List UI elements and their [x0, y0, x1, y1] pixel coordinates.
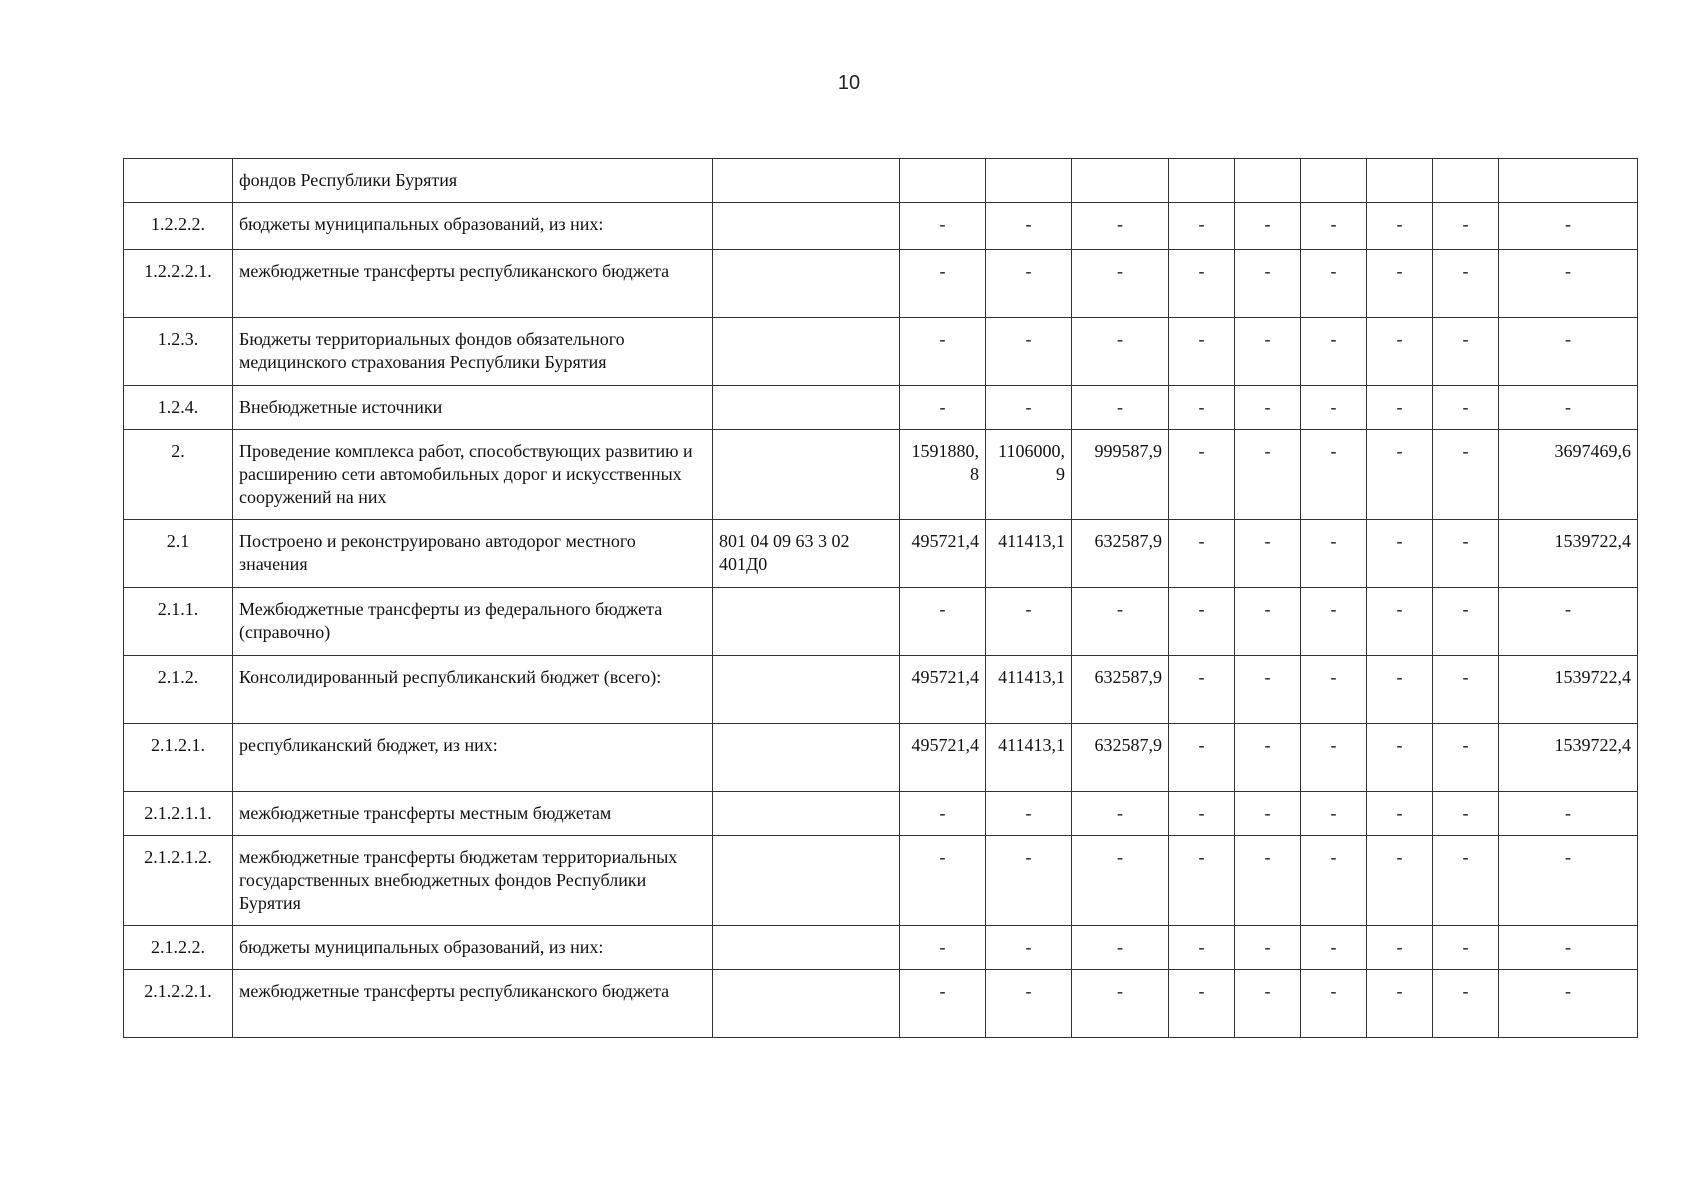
value-cell: -: [1301, 430, 1367, 520]
budget-code: [713, 250, 900, 318]
value-cell: 632587,9: [1072, 520, 1169, 588]
table-body: [124, 159, 1638, 1038]
total-cell: 1539722,4: [1499, 724, 1638, 792]
value-cell: -: [986, 970, 1072, 1038]
value-cell: -: [1169, 250, 1235, 318]
value-cell: -: [1235, 203, 1301, 250]
value-cell: -: [1235, 926, 1301, 970]
table-row: [124, 386, 1638, 430]
value-cell: -: [1301, 926, 1367, 970]
row-number: 2.1.2.: [124, 656, 233, 724]
table-row: [124, 159, 1638, 203]
value-cell: -: [1072, 836, 1169, 926]
value-cell: -: [1301, 520, 1367, 588]
table-row: [124, 724, 1638, 792]
total-cell: -: [1499, 588, 1638, 656]
row-number: 1.2.4.: [124, 386, 233, 430]
value-cell: -: [1433, 520, 1499, 588]
total-cell: -: [1499, 386, 1638, 430]
row-name: фондов Республики Бурятия: [233, 159, 713, 203]
value-cell: -: [1072, 318, 1169, 386]
budget-code: [713, 926, 900, 970]
value-cell: -: [1433, 836, 1499, 926]
value-cell: -: [1235, 520, 1301, 588]
budget-code: [713, 159, 900, 203]
value-cell: -: [986, 318, 1072, 386]
total-cell: -: [1499, 792, 1638, 836]
value-cell: -: [900, 386, 986, 430]
row-name: Внебюджетные источники: [233, 386, 713, 430]
value-cell: -: [1367, 926, 1433, 970]
value-cell: -: [1301, 792, 1367, 836]
value-cell: -: [1301, 318, 1367, 386]
row-number: 1.2.2.2.: [124, 203, 233, 250]
budget-code: [713, 318, 900, 386]
value-cell: -: [1367, 430, 1433, 520]
row-number: 1.2.2.2.1.: [124, 250, 233, 318]
value-cell: 495721,4: [900, 656, 986, 724]
table-row: [124, 836, 1638, 926]
budget-code: 801 04 09 63 3 02 401Д0: [713, 520, 900, 588]
table-row: [124, 656, 1638, 724]
value-cell: 999587,9: [1072, 430, 1169, 520]
value-cell: -: [1072, 386, 1169, 430]
table-row: [124, 520, 1638, 588]
value-cell: [900, 159, 986, 203]
total-cell: -: [1499, 926, 1638, 970]
value-cell: -: [986, 926, 1072, 970]
budget-code: [713, 386, 900, 430]
row-name: республиканский бюджет, из них:: [233, 724, 713, 792]
value-cell: -: [1367, 588, 1433, 656]
value-cell: -: [1433, 970, 1499, 1038]
budget-code: [713, 430, 900, 520]
value-cell: -: [986, 588, 1072, 656]
value-cell: -: [1072, 588, 1169, 656]
table-row: [124, 430, 1638, 520]
row-name: Консолидированный республиканский бюджет (всего):: [233, 656, 713, 724]
row-name: межбюджетные трансферты бюджетам территориальных государственных внебюджетных фондов Республики Бурятия: [233, 836, 713, 926]
row-name: Проведение комплекса работ, способствующих развитию и расширению сети автомобильных дорог и искусственных сооружений на них: [233, 430, 713, 520]
value-cell: [1367, 159, 1433, 203]
value-cell: 411413,1: [986, 656, 1072, 724]
value-cell: -: [1169, 520, 1235, 588]
total-cell: 3697469,6: [1499, 430, 1638, 520]
row-number: 2.1.2.2.1.: [124, 970, 233, 1038]
value-cell: -: [1072, 970, 1169, 1038]
value-cell: -: [1235, 318, 1301, 386]
table-row: [124, 250, 1638, 318]
value-cell: -: [1235, 430, 1301, 520]
value-cell: -: [1301, 724, 1367, 792]
row-name: межбюджетные трансферты республиканского бюджета: [233, 970, 713, 1038]
value-cell: -: [1301, 970, 1367, 1038]
value-cell: -: [900, 318, 986, 386]
value-cell: 1106000,9: [986, 430, 1072, 520]
value-cell: -: [1367, 203, 1433, 250]
value-cell: -: [900, 792, 986, 836]
row-number: 2.1.1.: [124, 588, 233, 656]
value-cell: -: [1072, 203, 1169, 250]
value-cell: [1235, 159, 1301, 203]
value-cell: -: [1301, 656, 1367, 724]
value-cell: -: [1301, 203, 1367, 250]
row-number: 2.1.2.1.: [124, 724, 233, 792]
value-cell: -: [1169, 656, 1235, 724]
value-cell: -: [1235, 724, 1301, 792]
value-cell: -: [900, 250, 986, 318]
table-row: [124, 792, 1638, 836]
total-cell: 1539722,4: [1499, 520, 1638, 588]
value-cell: [1072, 159, 1169, 203]
value-cell: -: [900, 970, 986, 1038]
value-cell: -: [1433, 656, 1499, 724]
row-name: Построено и реконструировано автодорог местного значения: [233, 520, 713, 588]
value-cell: -: [1301, 836, 1367, 926]
page-number: 10: [837, 72, 861, 94]
value-cell: -: [1301, 386, 1367, 430]
row-number: 2.: [124, 430, 233, 520]
budget-code: [713, 724, 900, 792]
value-cell: -: [900, 836, 986, 926]
value-cell: [1169, 159, 1235, 203]
value-cell: 632587,9: [1072, 724, 1169, 792]
total-cell: [1499, 159, 1638, 203]
value-cell: -: [1301, 250, 1367, 318]
value-cell: -: [1433, 588, 1499, 656]
value-cell: 495721,4: [900, 520, 986, 588]
value-cell: -: [1235, 386, 1301, 430]
value-cell: -: [900, 203, 986, 250]
value-cell: -: [1072, 792, 1169, 836]
value-cell: -: [1235, 792, 1301, 836]
value-cell: -: [1235, 588, 1301, 656]
table-row: [124, 318, 1638, 386]
value-cell: [1301, 159, 1367, 203]
table-row: [124, 926, 1638, 970]
value-cell: -: [1433, 318, 1499, 386]
table-row: [124, 588, 1638, 656]
value-cell: -: [1301, 588, 1367, 656]
value-cell: 495721,4: [900, 724, 986, 792]
value-cell: -: [986, 836, 1072, 926]
value-cell: -: [1235, 836, 1301, 926]
budget-code: [713, 588, 900, 656]
value-cell: [986, 159, 1072, 203]
row-number: 1.2.3.: [124, 318, 233, 386]
value-cell: -: [1367, 250, 1433, 318]
row-number: 2.1: [124, 520, 233, 588]
row-name: бюджеты муниципальных образований, из них:: [233, 203, 713, 250]
value-cell: 411413,1: [986, 724, 1072, 792]
total-cell: -: [1499, 970, 1638, 1038]
value-cell: -: [1433, 250, 1499, 318]
value-cell: -: [1169, 724, 1235, 792]
value-cell: -: [1433, 926, 1499, 970]
total-cell: -: [1499, 203, 1638, 250]
value-cell: -: [986, 203, 1072, 250]
value-cell: -: [900, 926, 986, 970]
budget-code: [713, 970, 900, 1038]
value-cell: -: [986, 792, 1072, 836]
value-cell: [1433, 159, 1499, 203]
row-name: Межбюджетные трансферты из федерального бюджета (справочно): [233, 588, 713, 656]
value-cell: -: [1169, 970, 1235, 1038]
value-cell: -: [1433, 724, 1499, 792]
value-cell: -: [986, 250, 1072, 318]
value-cell: -: [1433, 386, 1499, 430]
value-cell: 632587,9: [1072, 656, 1169, 724]
value-cell: -: [1433, 203, 1499, 250]
value-cell: -: [1169, 836, 1235, 926]
value-cell: -: [1367, 520, 1433, 588]
row-number: 2.1.2.1.1.: [124, 792, 233, 836]
table-row: [124, 203, 1638, 250]
value-cell: -: [1169, 926, 1235, 970]
budget-code: [713, 792, 900, 836]
row-number: [124, 159, 233, 203]
value-cell: -: [1169, 792, 1235, 836]
value-cell: -: [1367, 724, 1433, 792]
value-cell: -: [1367, 970, 1433, 1038]
total-cell: -: [1499, 318, 1638, 386]
row-name: бюджеты муниципальных образований, из них:: [233, 926, 713, 970]
value-cell: -: [1169, 430, 1235, 520]
value-cell: -: [986, 386, 1072, 430]
row-name: межбюджетные трансферты местным бюджетам: [233, 792, 713, 836]
value-cell: -: [1433, 792, 1499, 836]
value-cell: -: [1169, 588, 1235, 656]
value-cell: -: [1367, 792, 1433, 836]
budget-table: [123, 158, 1638, 1038]
value-cell: -: [1169, 386, 1235, 430]
value-cell: 411413,1: [986, 520, 1072, 588]
table-row: [124, 970, 1638, 1038]
value-cell: -: [900, 588, 986, 656]
budget-code: [713, 836, 900, 926]
value-cell: -: [1367, 386, 1433, 430]
budget-code: [713, 656, 900, 724]
value-cell: -: [1367, 318, 1433, 386]
total-cell: 1539722,4: [1499, 656, 1638, 724]
total-cell: -: [1499, 250, 1638, 318]
value-cell: -: [1235, 250, 1301, 318]
row-number: 2.1.2.2.: [124, 926, 233, 970]
value-cell: -: [1433, 430, 1499, 520]
value-cell: -: [1169, 203, 1235, 250]
budget-code: [713, 203, 900, 250]
value-cell: -: [1235, 970, 1301, 1038]
value-cell: -: [1235, 656, 1301, 724]
row-number: 2.1.2.1.2.: [124, 836, 233, 926]
value-cell: -: [1169, 318, 1235, 386]
value-cell: -: [1367, 656, 1433, 724]
row-name: межбюджетные трансферты республиканского бюджета: [233, 250, 713, 318]
value-cell: -: [1367, 836, 1433, 926]
value-cell: 1591880,8: [900, 430, 986, 520]
total-cell: -: [1499, 836, 1638, 926]
row-name: Бюджеты территориальных фондов обязательного медицинского страхования Республики Бурятия: [233, 318, 713, 386]
value-cell: -: [1072, 926, 1169, 970]
value-cell: -: [1072, 250, 1169, 318]
